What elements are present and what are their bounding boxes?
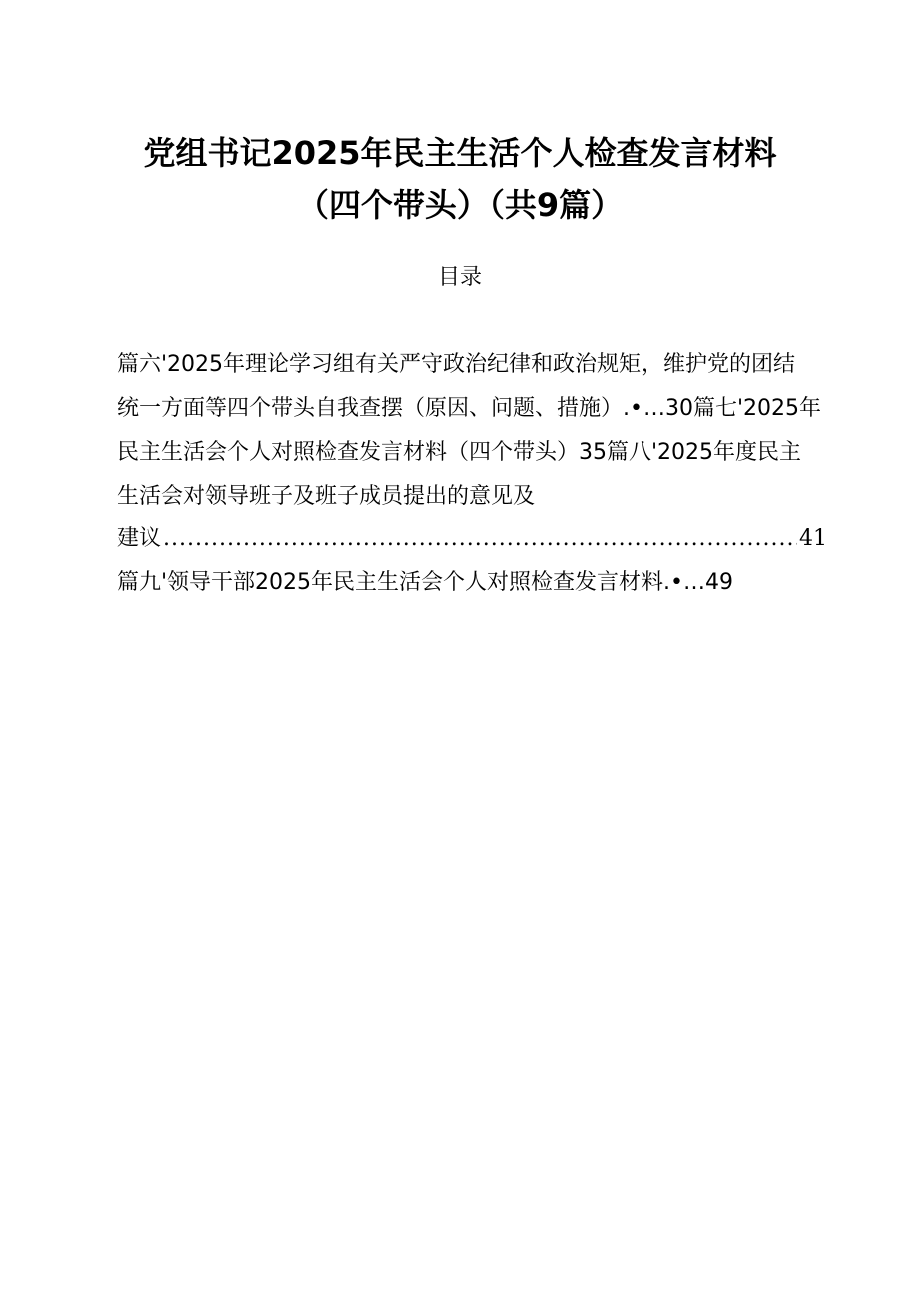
toc-line: 统一方面等四个带头自我查摆（原因、问题、措施）.•…30篇七'2025年 [117,396,822,421]
toc-line: 民主生活会个人对照检查发言材料（四个带头）35篇八'2025年度民主 [117,440,802,465]
toc-page-number: 41 [799,526,827,551]
document-title-line-1: 党组书记2025年民主生活个人检查发言材料 [143,134,777,172]
toc-line: 篇六'2025年理论学习组有关严守政治纪律和政治规矩，维护党的团结 [117,352,796,377]
toc-entry-text: 建议 [117,526,162,551]
toc-heading: 目录 [437,265,482,290]
dot-leader [163,524,797,554]
toc-line: 生活会对领导班子及班子成员提出的意见及 [117,484,536,509]
toc-line-with-leader [117,524,827,554]
document-title-line-2: （四个带头）（共9篇） [296,186,624,224]
toc-line: 篇九'领导干部2025年民主生活会个人对照检查发言材料.•…49 [117,570,734,595]
